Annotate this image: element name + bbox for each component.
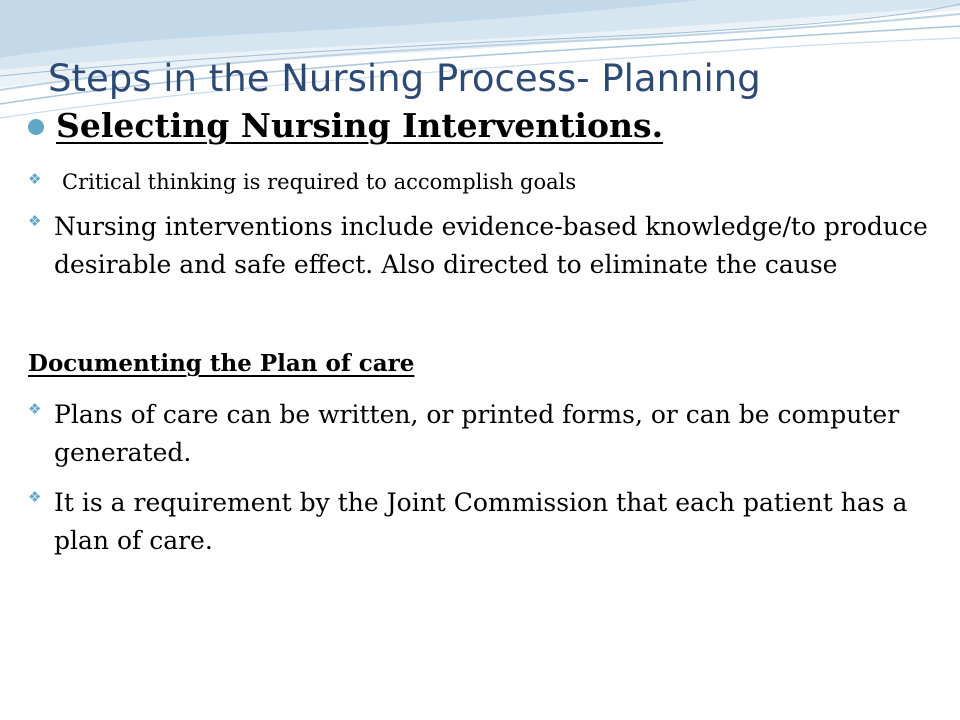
- diamond-bullet-icon: ❖: [28, 170, 42, 188]
- bullet-item: [28, 396, 928, 472]
- bullet-text: Critical thinking is required to accomplish goals: [62, 170, 577, 194]
- diamond-bullet-icon: ❖: [28, 212, 42, 230]
- subheading: Documenting the Plan of care: [28, 350, 415, 377]
- section-heading: Selecting Nursing Interventions.: [56, 106, 664, 145]
- bullet-item: [28, 484, 928, 560]
- slide-title: Steps in the Nursing Process- Planning: [48, 57, 761, 100]
- bullet-item: [28, 166, 928, 198]
- circle-bullet-icon: [28, 119, 44, 135]
- diamond-bullet-icon: ❖: [28, 488, 42, 506]
- bullet-text: Nursing interventions include evidence-based knowledge/to produce desirable and safe effect. Also directed to eliminate the cause: [54, 212, 928, 279]
- bullet-text: It is a requirement by the Joint Commission that each patient has a plan of care.: [54, 488, 908, 555]
- heading-row: [28, 102, 663, 150]
- diamond-bullet-icon: ❖: [28, 400, 42, 418]
- bullet-item: [28, 208, 928, 284]
- bullet-text: Plans of care can be written, or printed forms, or can be computer generated.: [54, 400, 900, 467]
